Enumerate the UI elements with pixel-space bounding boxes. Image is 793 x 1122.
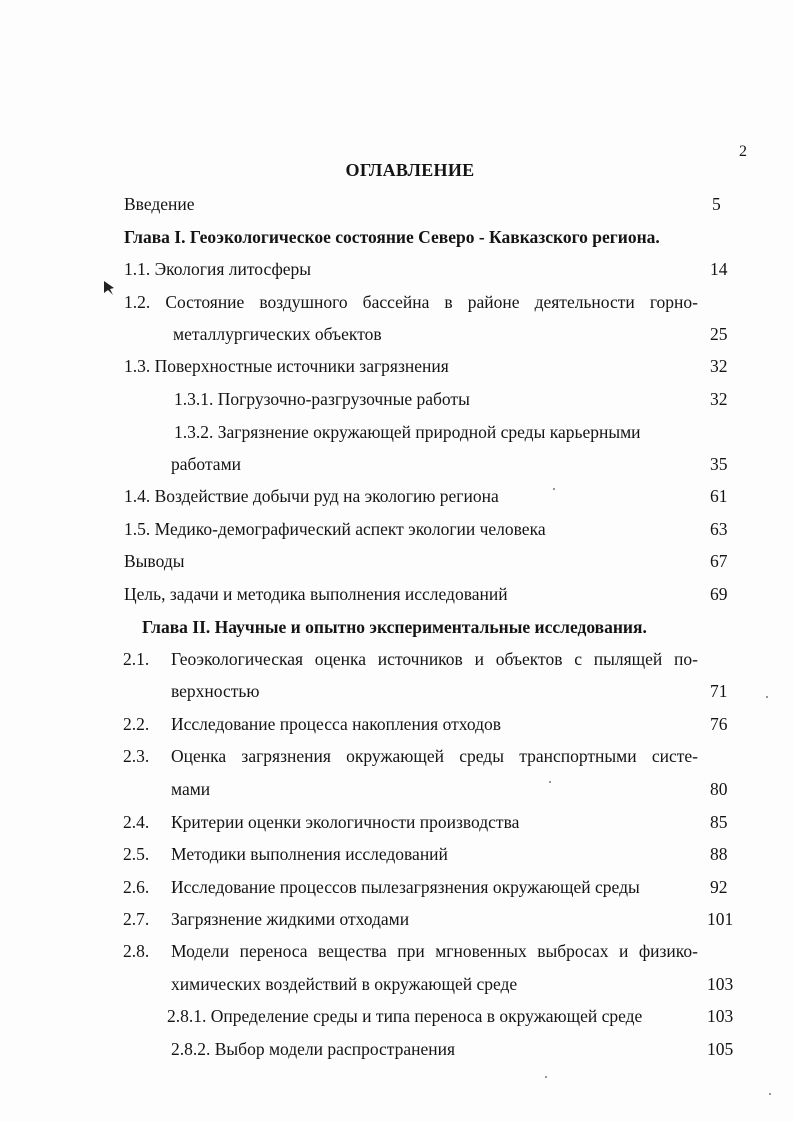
toc-entry-label: Геоэкологическая оценка источников и объектов с пылящей по- — [171, 649, 698, 669]
toc-entry-page: 61 — [710, 486, 728, 506]
toc-entry-label: Критерии оценки экологичности производства — [171, 812, 520, 832]
toc-entry-label: Исследование процесса накопления отходов — [171, 714, 502, 734]
toc-entry-page: 69 — [710, 584, 728, 604]
chapter-title: Глава I. Геоэкологическое состояние Северо - Кавказского региона. — [124, 227, 660, 247]
toc-entry-label: 1.3. Поверхностные источники загрязнения — [124, 356, 449, 376]
scan-speck — [553, 488, 555, 490]
toc-entry-page: 80 — [710, 779, 728, 799]
toc-entry-page: 32 — [710, 356, 728, 376]
toc-entry-label: 1.3.2. Загрязнение окружающей природной среды карьерными — [174, 422, 641, 442]
toc-entry-page: 103 — [707, 974, 734, 994]
toc-entry-label: 1.4. Воздействие добычи руд на экологию региона — [124, 486, 499, 506]
toc-entry-number: 2.7. — [123, 909, 150, 929]
toc-entry-page: 76 — [710, 714, 728, 734]
toc-entry-number: 2.6. — [123, 877, 150, 897]
toc-entry-label: Выводы — [124, 551, 185, 571]
toc-entry-page: 32 — [710, 389, 728, 409]
toc-entry-page: 5 — [712, 194, 721, 214]
toc-entry-page: 85 — [710, 812, 728, 832]
toc-entry-label: 1.3.1. Погрузочно-разгрузочные работы — [174, 389, 470, 409]
toc-entry-label-continued: мами — [171, 779, 211, 799]
toc-entry-page: 14 — [710, 259, 728, 279]
toc-entry-page: 105 — [707, 1039, 734, 1059]
toc-entry-label-continued: верхностью — [171, 681, 260, 701]
toc-entry-number: 2.3. — [123, 746, 150, 766]
toc-entry-label: 2.8.1. Определение среды и типа переноса в окружающей среде — [167, 1006, 643, 1026]
toc-entry-number: 2.8. — [123, 941, 150, 961]
toc-entry-page: 25 — [710, 324, 728, 344]
toc-entry-page: 101 — [707, 909, 734, 929]
toc-entry-page: 35 — [710, 454, 728, 474]
toc-entry-page: 88 — [710, 844, 728, 864]
toc-entry-label: Исследование процессов пылезагрязнения окружающей среды — [171, 877, 640, 897]
toc-entry-page: 103 — [707, 1006, 734, 1026]
toc-entry-label: Введение — [124, 194, 195, 214]
scan-speck — [766, 696, 768, 698]
toc-entry-label: 1.2. Состояние воздушного бассейна в районе деятельности горно- — [124, 292, 698, 312]
toc-entry-page: 63 — [710, 519, 728, 539]
toc-entry-page: 67 — [710, 551, 728, 571]
toc-entry-label-continued: металлургических объектов — [173, 324, 382, 344]
page-title: ОГЛАВЛЕНИЕ — [345, 160, 475, 180]
toc-entry-number: 2.5. — [123, 844, 150, 864]
scan-speck — [545, 1076, 547, 1078]
toc-entry-label: Цель, задачи и методика выполнения исследований — [124, 584, 508, 604]
toc-entry-label: Методики выполнения исследований — [171, 844, 448, 864]
toc-entry-number: 2.2. — [123, 714, 150, 734]
scan-speck — [769, 1093, 771, 1095]
toc-entry-number: 2.4. — [123, 812, 150, 832]
scan-speck — [549, 781, 551, 783]
toc-entry-label: Оценка загрязнения окружающей среды транспортными систе- — [171, 746, 698, 766]
toc-entry-label: 1.1. Экология литосферы — [124, 259, 312, 279]
toc-entry-label: Загрязнение жидкими отходами — [171, 909, 410, 929]
page-number: 2 — [739, 143, 747, 160]
toc-entry-page: 71 — [710, 681, 728, 701]
toc-entry-label-continued: химических воздействий в окружающей среде — [171, 974, 518, 994]
toc-entry-number: 2.1. — [123, 649, 150, 669]
toc-entry-label: Модели переноса вещества при мгновенных выбросах и физико- — [171, 941, 698, 961]
toc-entry-label: 2.8.2. Выбор модели распространения — [171, 1039, 456, 1059]
chapter-title: Глава II. Научные и опытно экспериментальные исследования. — [142, 617, 647, 637]
toc-entry-label: 1.5. Медико-демографический аспект экологии человека — [124, 519, 546, 539]
toc-entry-page: 92 — [710, 877, 728, 897]
toc-entry-label-continued: работами — [171, 454, 242, 474]
